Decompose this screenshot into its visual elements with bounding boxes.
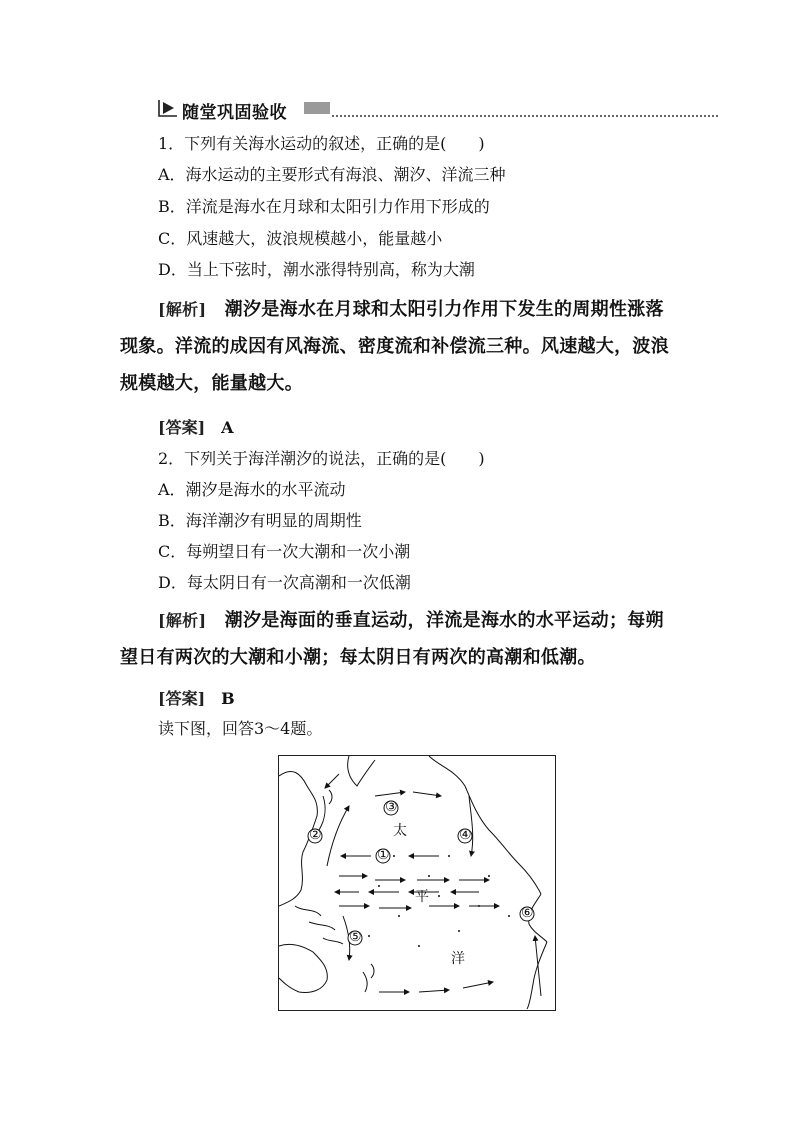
q1-answer-tag: [答案]	[158, 418, 206, 437]
q1-answer	[158, 418, 234, 438]
map-label-tai: 太	[393, 823, 407, 839]
q1-answer-value: A	[221, 418, 234, 437]
japan-islands	[319, 790, 332, 830]
q1-analysis-tag: [解析]	[158, 300, 207, 319]
play-arrow-icon	[158, 99, 178, 117]
map-label-1: ①	[377, 847, 390, 863]
map-label-3: ③	[385, 799, 398, 815]
australia-coast	[279, 944, 327, 992]
q2-option-c: C．每朔望日有一次大潮和一次小潮	[158, 542, 411, 561]
q2-option-d: D．每太阴日有一次高潮和一次低潮	[158, 573, 411, 592]
q2-answer-tag: [答案]	[158, 689, 206, 708]
map-label-6: ⑥	[521, 905, 534, 921]
q1-option-b: B．洋流是海水在月球和太阳引力作用下形成的	[158, 197, 490, 216]
header-decoration	[304, 102, 330, 114]
map-label-2: ②	[309, 827, 322, 843]
q1-analysis-text: 潮汐是海水在月球和太阳引力作用下发生的周期性涨落现象。洋流的成因有风海流、密度流和补偿流三种。风速越大，波浪规模越大，能量越大。	[120, 299, 669, 394]
island-dots	[368, 855, 510, 947]
map-label-5: ⑤	[349, 929, 362, 945]
q2-option-a: A．潮汐是海水的水平流动	[158, 480, 346, 499]
q1-option-d: D．当上下弦时，潮水涨得特别高，称为大潮	[158, 260, 475, 279]
q2-answer-value: B	[221, 689, 235, 708]
header-dotted-rule	[332, 115, 718, 117]
current-arrows	[325, 774, 541, 996]
q2-answer	[158, 689, 235, 709]
section-title: 随堂巩固验收	[182, 103, 287, 123]
q1-analysis	[120, 291, 680, 402]
q2-option-b: B．海洋潮汐有明显的周期性	[158, 511, 362, 530]
q1-option-a: A．海水运动的主要形式有海浪、潮汐、洋流三种	[158, 165, 506, 184]
map-drawing	[279, 756, 554, 1009]
q1-stem: 1．下列有关海水运动的叙述，正确的是( )	[158, 134, 485, 153]
label-circles	[308, 801, 534, 945]
q1-option-c: C．风速越大，波浪规模越小，能量越小	[158, 229, 443, 248]
q2-analysis	[120, 602, 680, 676]
map-label-ping: 平	[415, 889, 429, 905]
q2-analysis-text: 潮汐是海面的垂直运动，洋流是海水的水平运动；每朔望日有两次的大潮和小潮；每太阴日有两次的高潮和低潮。	[120, 610, 664, 668]
q2-stem: 2．下列关于海洋潮汐的说法，正确的是( )	[158, 449, 485, 468]
se-asia-islands	[295, 906, 343, 944]
new-zealand	[363, 964, 374, 992]
pacific-currents-map	[278, 755, 556, 1011]
map-intro: 读下图，回答3～4题。	[158, 719, 323, 738]
kamchatka-coast	[348, 756, 375, 786]
map-label-yang: 洋	[451, 951, 465, 967]
section-header	[158, 98, 718, 123]
map-label-4: ④	[459, 827, 472, 843]
q2-analysis-tag: [解析]	[158, 611, 207, 630]
north-america-coast	[429, 756, 541, 894]
